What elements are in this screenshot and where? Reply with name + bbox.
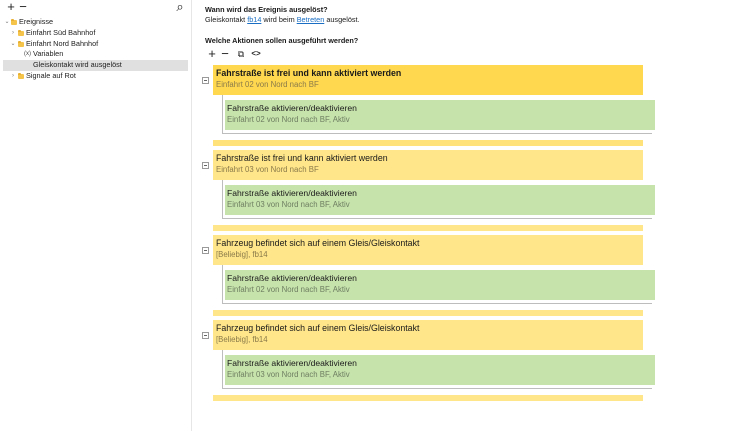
condition-title: Fahrstraße ist frei und kann aktiviert werden [216, 68, 402, 78]
tree-node-label: Signale auf Rot [26, 70, 76, 80]
condition-card[interactable] [213, 320, 643, 350]
tree-node-ereignisse[interactable] [0, 17, 192, 28]
connector-line [222, 133, 652, 134]
condition-group-footer [213, 395, 643, 401]
action-title: Fahrstraße aktivieren/deaktivieren [227, 273, 357, 283]
condition-subtitle: [Beliebig], fb14 [216, 335, 268, 344]
connector-line [222, 265, 223, 303]
action-card[interactable] [225, 185, 655, 215]
connector-line [222, 303, 652, 304]
condition-card[interactable] [213, 65, 643, 95]
tree-node-einfahrt-sued[interactable] [0, 28, 192, 39]
action-title: Fahrstraße aktivieren/deaktivieren [227, 358, 357, 368]
folder-icon [18, 31, 24, 36]
action-card[interactable] [225, 355, 655, 385]
condition-group-footer [213, 225, 643, 231]
collapse-icon[interactable] [202, 247, 209, 254]
tree-node-label: Einfahrt Nord Bahnhof [26, 38, 99, 48]
trigger-middle: wird beim [263, 15, 295, 24]
action-card[interactable] [225, 100, 655, 130]
trigger-heading: Wann wird das Ereignis ausgelöst? [205, 5, 328, 14]
condition-group [197, 235, 750, 317]
event-detail-panel [197, 0, 750, 431]
tree-node-label: Variablen [33, 49, 64, 59]
condition-title: Fahrstraße ist frei und kann aktiviert werden [216, 153, 388, 163]
condition-subtitle: [Beliebig], fb14 [216, 250, 268, 259]
variable-icon: (x) [24, 51, 31, 58]
connector-line [222, 95, 223, 133]
chevron-down-icon[interactable]: ⌄ [4, 19, 10, 25]
copy-icon[interactable]: ⧉ [237, 49, 245, 59]
tree-node-einfahrt-nord[interactable] [0, 39, 192, 50]
action-subtitle: Einfahrt 02 von Nord nach BF, Aktiv [227, 115, 350, 124]
trigger-prefix: Gleiskontakt [205, 15, 246, 24]
condition-group [197, 320, 750, 402]
action-card[interactable] [225, 270, 655, 300]
condition-title: Fahrzeug befindet sich auf einem Gleis/Gleiskontakt [216, 238, 420, 248]
condition-group-footer [213, 140, 643, 146]
condition-card[interactable] [213, 150, 643, 180]
event-tree-panel [0, 0, 192, 431]
remove-icon[interactable]: − [19, 0, 27, 14]
tree-node-label: Gleiskontakt wird ausgelöst [33, 60, 122, 70]
folder-icon [18, 74, 24, 79]
folder-icon [18, 42, 24, 47]
tree-node-signale-auf-rot[interactable] [0, 71, 192, 82]
add-icon[interactable]: + [7, 0, 15, 14]
connector-line [222, 218, 652, 219]
mode-link[interactable]: Betreten [296, 15, 325, 24]
condition-group [197, 150, 750, 232]
action-title: Fahrstraße aktivieren/deaktivieren [227, 188, 357, 198]
action-subtitle: Einfahrt 02 von Nord nach BF, Aktiv [227, 285, 350, 294]
tree-node-label: Ereignisse [19, 17, 54, 26]
actions-heading: Welche Aktionen sollen ausgeführt werden? [205, 36, 359, 45]
connector-line [222, 350, 223, 388]
contact-link[interactable]: fb14 [247, 15, 262, 24]
tree-toolbar [0, 0, 192, 16]
tree-node-gleiskontakt[interactable] [3, 60, 188, 71]
actions-toolbar [206, 48, 286, 60]
add-icon[interactable]: + [208, 46, 216, 61]
search-icon[interactable]: ⌕ [176, 0, 184, 14]
condition-title: Fahrzeug befindet sich auf einem Gleis/Gleiskontakt [216, 323, 420, 333]
condition-subtitle: Einfahrt 03 von Nord nach BF [216, 165, 319, 174]
action-subtitle: Einfahrt 03 von Nord nach BF, Aktiv [227, 200, 350, 209]
condition-group [197, 65, 750, 147]
action-title: Fahrstraße aktivieren/deaktivieren [227, 103, 357, 113]
chevron-down-icon[interactable]: ⌄ [10, 40, 16, 47]
connector-line [222, 388, 652, 389]
action-subtitle: Einfahrt 03 von Nord nach BF, Aktiv [227, 370, 350, 379]
event-tree [0, 17, 192, 82]
trigger-sentence [205, 15, 360, 24]
condition-group-footer [213, 310, 643, 316]
condition-card[interactable] [213, 235, 643, 265]
remove-icon[interactable]: − [221, 46, 229, 61]
collapse-icon[interactable] [202, 77, 209, 84]
condition-subtitle: Einfahrt 02 von Nord nach BF [216, 80, 319, 89]
tree-node-variablen[interactable] [0, 49, 192, 60]
trigger-suffix: ausgelöst. [326, 15, 360, 24]
collapse-icon[interactable] [202, 332, 209, 339]
code-icon[interactable]: <> [251, 49, 261, 58]
connector-line [222, 180, 223, 218]
chevron-right-icon[interactable]: › [12, 29, 14, 36]
folder-icon [11, 20, 17, 25]
collapse-icon[interactable] [202, 162, 209, 169]
chevron-right-icon[interactable]: › [12, 72, 14, 79]
tree-node-label: Einfahrt Süd Bahnhof [26, 27, 96, 37]
